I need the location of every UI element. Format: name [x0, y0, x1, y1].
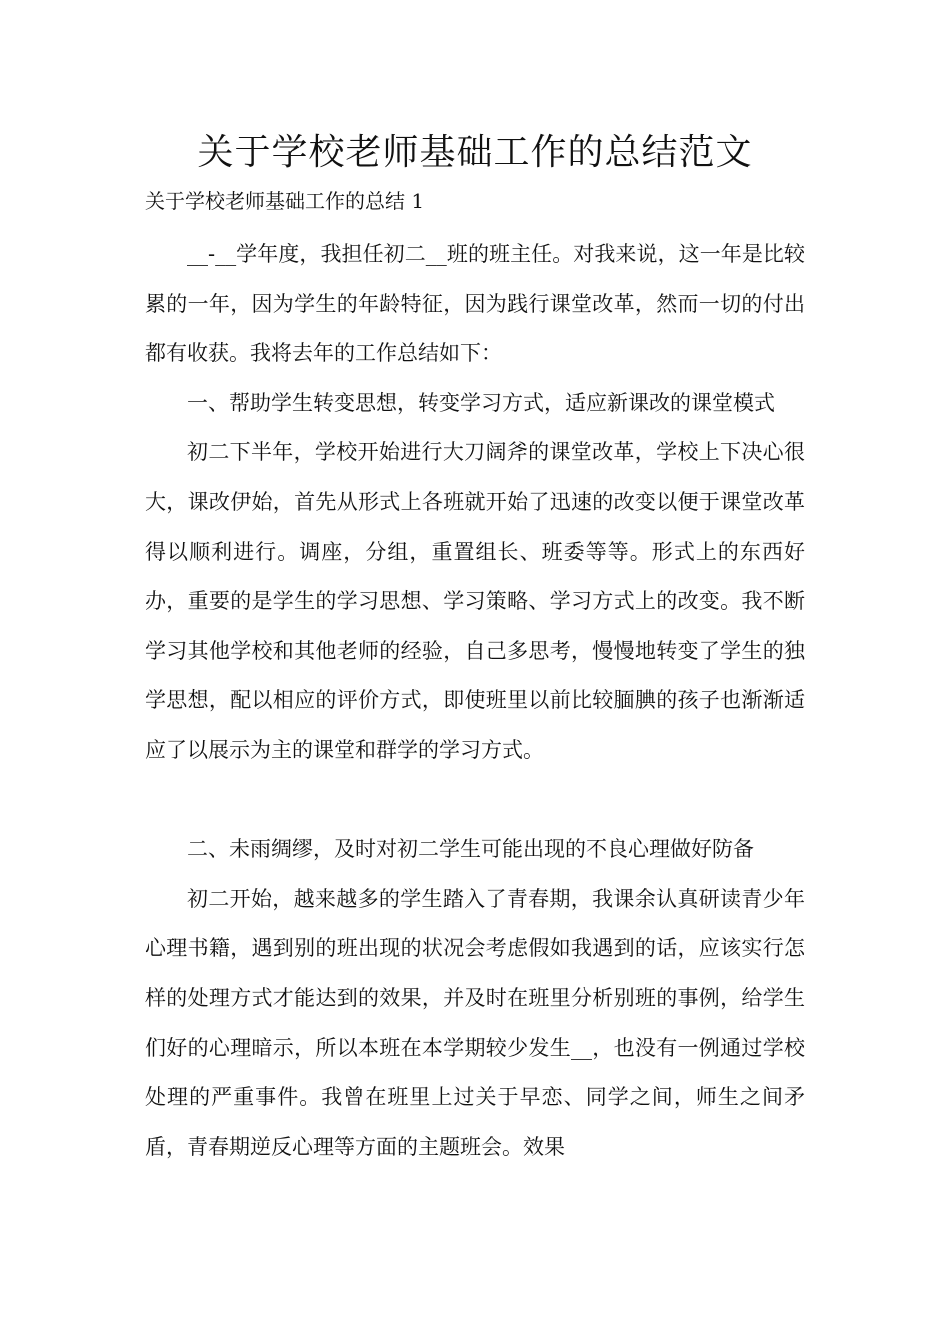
- paragraph-section-1: 初二下半年，学校开始进行大刀阔斧的课堂改革，学校上下决心很大，课改伊始，首先从形式上各班就开始了迅速的改变以便于课堂改革得以顺利进行。调座，分组，重置组长、班委等等。形式上的东西好办，重要的是学生的学习思想、学习策略、学习方式上的改变。我不断学习其他学校和其他老师的经验，自己多思考，慢慢地转变了学生的独学思想，配以相应的评价方式，即使班里以前比较腼腆的孩子也渐渐适应了以展示为主的课堂和群学的学习方式。: [145, 440, 805, 762]
- paragraph-section-2: 初二开始，越来越多的学生踏入了青春期，我课余认真研读青少年心理书籍，遇到别的班出现的状况会考虑假如我遇到的话，应该实行怎样的处理方式才能达到的效果，并及时在班里分析别班的事例，给学生们好的心理暗示，所以本班在本学期较少发生__，也没有一例通过学校处理的严重事件。我曾在班里上过关于早恋、同学之间，师生之间矛盾，青春期逆反心理等方面的主题班会。效果: [145, 886, 805, 1159]
- document-title: 关于学校老师基础工作的总结范文: [197, 132, 753, 173]
- document-subtitle: 关于学校老师基础工作的总结 1: [145, 189, 425, 213]
- section-heading-1: 一、帮助学生转变思想，转变学习方式，适应新课改的课堂模式: [187, 390, 775, 415]
- section-heading-2: 二、未雨绸缪，及时对初二学生可能出现的不良心理做好防备: [187, 837, 754, 862]
- paragraph-intro: __-__学年度，我担任初二__班的班主任。对我来说，这一年是比较累的一年，因为学生的年龄特征，因为践行课堂改革，然而一切的付出都有收获。我将去年的工作总结如下：: [145, 242, 805, 366]
- document-body: [145, 230, 805, 1172]
